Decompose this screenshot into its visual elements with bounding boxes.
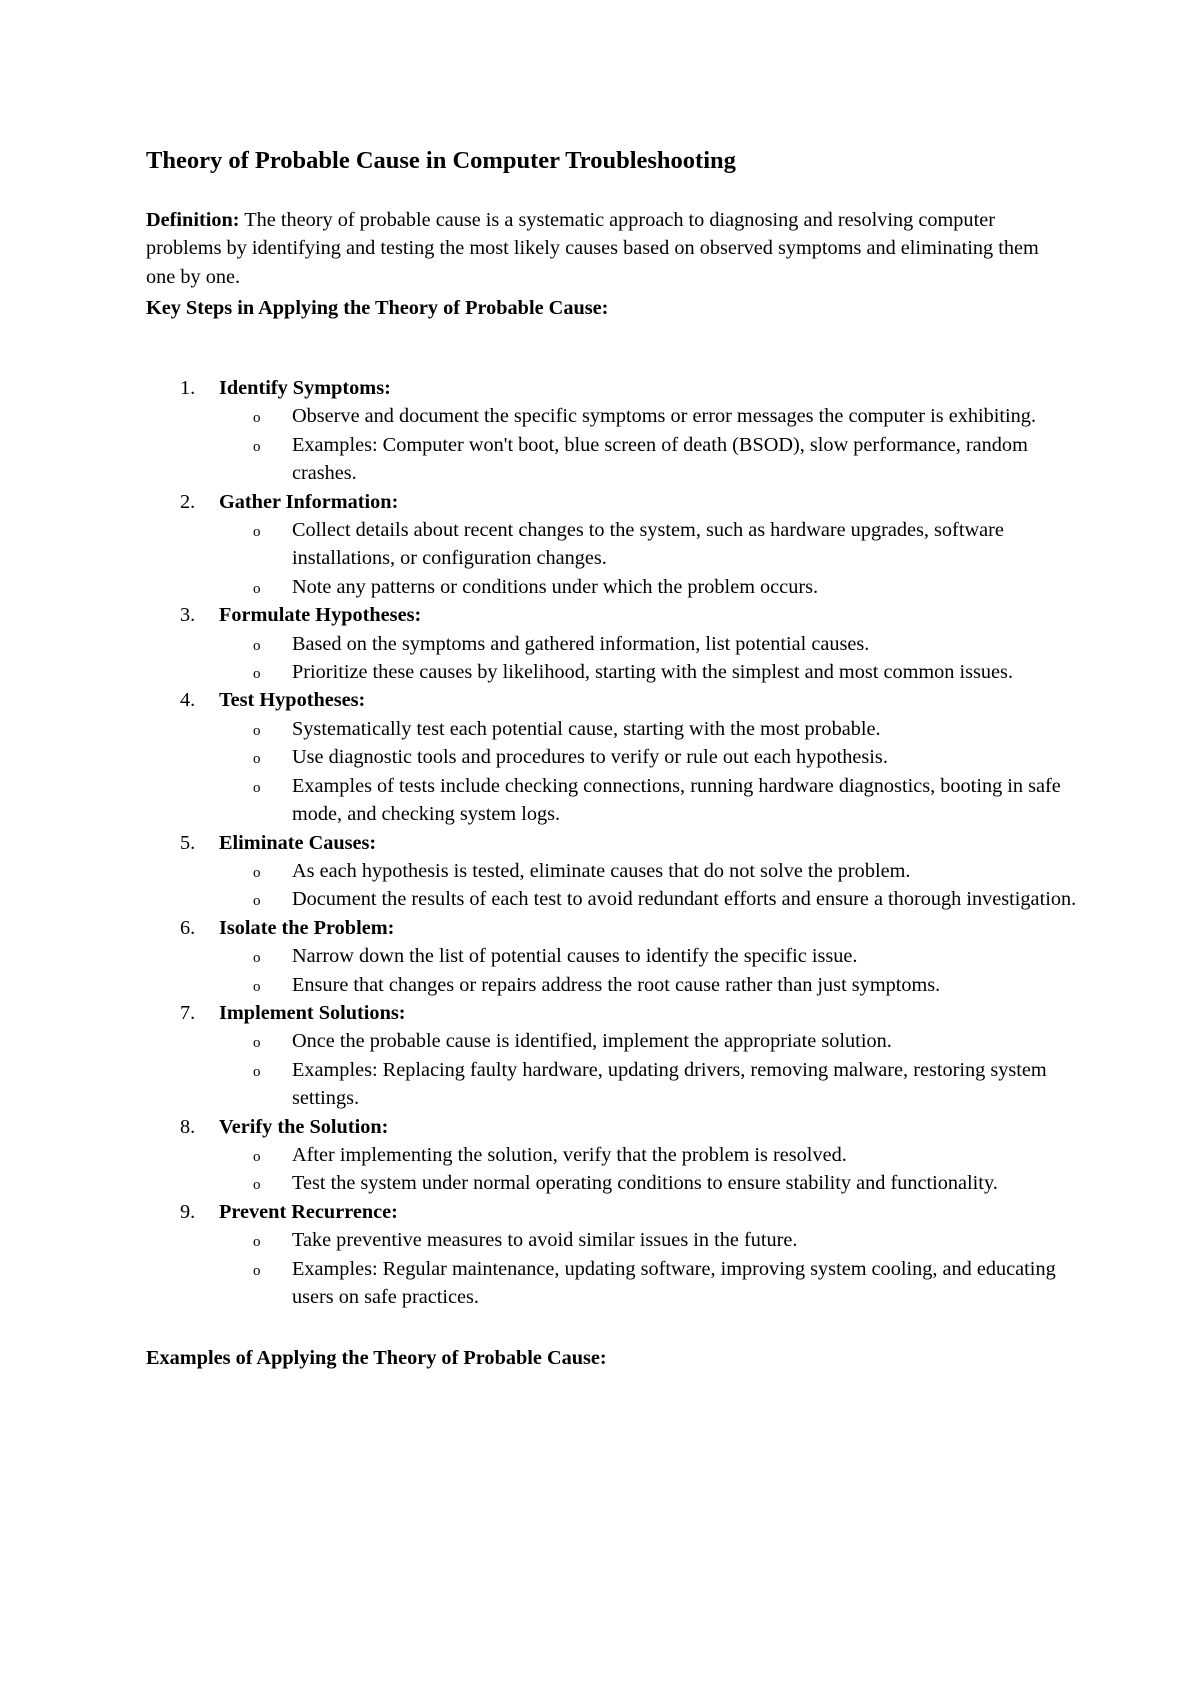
steps-list (0, 374, 1200, 1311)
step-item (0, 914, 1200, 999)
bullet-text: As each hypothesis is tested, eliminate causes that do not solve the problem. (292, 859, 911, 882)
bullet-text: Examples: Replacing faulty hardware, updating drivers, removing malware, restoring system settings. (292, 1058, 1047, 1110)
bullet-item (219, 971, 1082, 999)
bullet-text: Systematically test each potential cause, starting with the most probable. (292, 717, 881, 740)
step-bullet-list (219, 1226, 1200, 1311)
step-bullet-list (219, 516, 1200, 601)
step-item (0, 488, 1200, 602)
bullet-text: Take preventive measures to avoid similar issues in the future. (292, 1229, 798, 1252)
step-title: Gather Information: (219, 490, 399, 513)
bullet-item (219, 1226, 1082, 1254)
bullet-marker: o (253, 751, 261, 768)
bullet-text: Once the probable cause is identified, implement the appropriate solution. (292, 1030, 892, 1053)
step-title: Prevent Recurrence: (219, 1200, 398, 1223)
bullet-marker: o (253, 410, 261, 427)
step-number: 8. (180, 1115, 196, 1138)
bullet-item (219, 1141, 1082, 1169)
bullet-item (219, 630, 1082, 658)
bullet-marker: o (253, 580, 261, 597)
bullet-item (219, 1056, 1082, 1113)
bullet-item (219, 573, 1082, 601)
bullet-text: Ensure that changes or repairs address the root cause rather than just symptoms. (292, 973, 941, 996)
bullet-text: Document the results of each test to avoid redundant efforts and ensure a thorough investigation. (292, 888, 1077, 911)
step-item (0, 1198, 1200, 1312)
bullet-item (219, 942, 1082, 970)
bullet-marker: o (253, 438, 261, 455)
bullet-text: Examples: Computer won't boot, blue screen of death (BSOD), slow performance, random crashes. (292, 433, 1028, 485)
bullet-text: Examples of tests include checking connections, running hardware diagnostics, booting in safe mode, and checking system logs. (292, 774, 1061, 826)
step-item (0, 686, 1200, 828)
step-bullet-list (219, 1141, 1200, 1198)
definition-label: Definition: (146, 209, 240, 231)
step-bullet-list (219, 857, 1200, 914)
step-bullet-list (219, 630, 1200, 687)
definition-paragraph (146, 206, 1066, 291)
bullet-text: Collect details about recent changes to the system, such as hardware upgrades, software installations, or configuration changes. (292, 519, 1004, 570)
bullet-item (219, 772, 1082, 829)
step-item (0, 999, 1200, 1113)
step-number: 9. (180, 1200, 196, 1223)
bullet-marker: o (253, 1262, 261, 1279)
bullet-marker: o (253, 893, 261, 910)
bullet-text: Narrow down the list of potential causes to identify the specific issue. (292, 945, 858, 968)
bullet-item (219, 857, 1082, 885)
bullet-text: Examples: Regular maintenance, updating software, improving system cooling, and educating users on safe practices. (292, 1257, 1056, 1308)
step-title: Isolate the Problem: (219, 916, 395, 939)
bullet-item (219, 516, 1082, 573)
bullet-marker: o (253, 950, 261, 967)
bullet-item (219, 1027, 1082, 1055)
key-steps-heading: Key Steps in Applying the Theory of Probable Cause: (146, 297, 609, 319)
step-number: 1. (180, 377, 196, 399)
bullet-marker: o (253, 978, 261, 995)
bullet-marker: o (253, 524, 261, 541)
step-title: Test Hypotheses: (219, 689, 366, 712)
step-item (0, 601, 1200, 686)
step-number: 4. (180, 689, 196, 712)
examples-heading: Examples of Applying the Theory of Probable Cause: (146, 1347, 607, 1369)
step-title: Formulate Hypotheses: (219, 604, 422, 627)
bullet-text: Prioritize these causes by likelihood, starting with the simplest and most common issues. (292, 661, 1014, 684)
step-item (0, 829, 1200, 914)
bullet-marker: o (253, 1177, 261, 1194)
step-title: Verify the Solution: (219, 1115, 389, 1138)
step-number: 6. (180, 916, 196, 939)
bullet-text: After implementing the solution, verify that the problem is resolved. (292, 1143, 847, 1166)
step-bullet-list (219, 715, 1200, 829)
step-bullet-list (219, 942, 1200, 999)
bullet-item (219, 743, 1082, 771)
bullet-text: Note any patterns or conditions under which the problem occurs. (292, 575, 819, 598)
step-number: 2. (180, 490, 196, 513)
bullet-item (219, 402, 1082, 430)
bullet-marker: o (253, 722, 261, 739)
step-item (0, 374, 1200, 488)
step-title: Implement Solutions: (219, 1001, 406, 1024)
definition-text: The theory of probable cause is a systematic approach to diagnosing and resolving computer problems by identifying and testing the most likely causes based on observed symptoms and eliminating them one by one. (146, 209, 1039, 288)
step-number: 7. (180, 1001, 196, 1024)
bullet-marker: o (253, 779, 261, 796)
bullet-text: Test the system under normal operating conditions to ensure stability and functionality. (292, 1172, 998, 1195)
step-bullet-list (219, 402, 1200, 487)
step-bullet-list (219, 1027, 1200, 1112)
bullet-marker: o (253, 1035, 261, 1052)
bullet-marker: o (253, 666, 261, 683)
bullet-item (219, 431, 1082, 488)
bullet-marker: o (253, 637, 261, 654)
document-title: Theory of Probable Cause in Computer Troubleshooting (146, 147, 736, 174)
bullet-item (219, 1169, 1082, 1197)
step-number: 5. (180, 831, 196, 854)
bullet-marker: o (253, 1063, 261, 1080)
bullet-text: Use diagnostic tools and procedures to verify or rule out each hypothesis. (292, 746, 888, 769)
bullet-item (219, 715, 1082, 743)
bullet-marker: o (253, 864, 261, 881)
step-title: Identify Symptoms: (219, 377, 391, 399)
bullet-item (219, 885, 1082, 913)
bullet-item (219, 1255, 1082, 1312)
step-item (0, 1113, 1200, 1198)
bullet-marker: o (253, 1234, 261, 1251)
step-number: 3. (180, 604, 196, 627)
bullet-text: Observe and document the specific symptoms or error messages the computer is exhibiting. (292, 405, 1037, 428)
bullet-text: Based on the symptoms and gathered information, list potential causes. (292, 632, 870, 655)
step-title: Eliminate Causes: (219, 831, 377, 854)
bullet-marker: o (253, 1148, 261, 1165)
bullet-item (219, 658, 1082, 686)
